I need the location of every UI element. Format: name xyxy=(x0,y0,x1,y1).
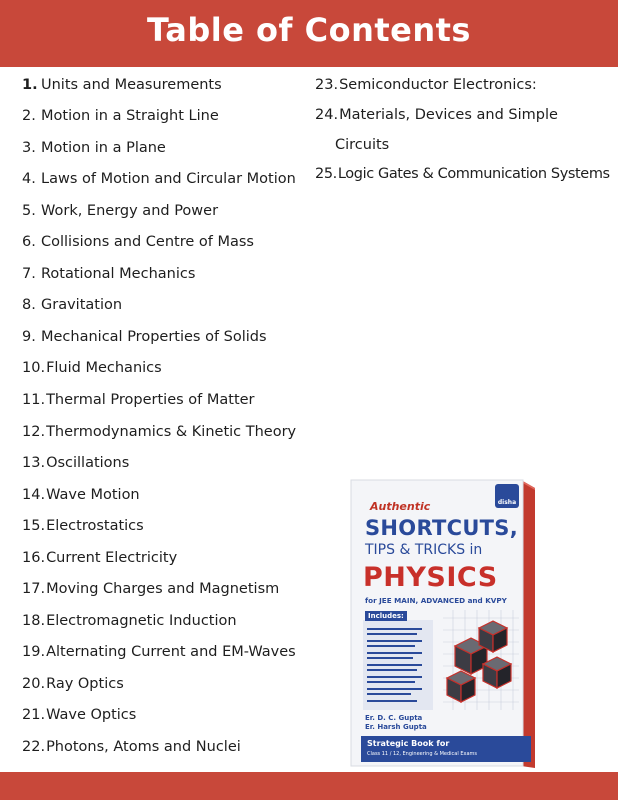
book-includes-label: Includes: xyxy=(365,611,407,621)
list-item xyxy=(22,673,124,695)
item-number: 25. xyxy=(315,166,337,182)
item-title: Mechanical Properties of Solids xyxy=(41,329,267,345)
list-item xyxy=(22,736,241,758)
item-number: 18. xyxy=(22,613,46,629)
list-item xyxy=(22,294,122,316)
book-title-tips: TIPS & TRICKS in xyxy=(365,542,483,558)
item-title: Motion in a Straight Line xyxy=(41,108,219,124)
item-number: 21. xyxy=(22,707,46,723)
item-title: Logic Gates & Communication Systems xyxy=(337,166,610,182)
item-title: Fluid Mechanics xyxy=(46,360,162,376)
item-number: 24. xyxy=(315,107,339,123)
list-item xyxy=(22,168,296,190)
item-title: Collisions and Centre of Mass xyxy=(41,234,254,250)
item-title: Wave Motion xyxy=(46,487,140,503)
item-number: 20. xyxy=(22,676,46,692)
item-number: 4. xyxy=(22,171,36,187)
list-item xyxy=(22,452,129,474)
book-author: Er. D. C. Gupta xyxy=(365,714,423,722)
book-strategic-label: Strategic Book for xyxy=(367,739,450,748)
list-item xyxy=(22,641,296,663)
item-title: Moving Charges and Magnetism xyxy=(46,581,280,597)
item-number: 23. xyxy=(315,77,339,93)
list-item xyxy=(22,704,136,726)
item-title-continued: Circuits xyxy=(335,137,390,153)
item-title: Motion in a Plane xyxy=(41,140,166,156)
book-strategic-sub: Class 11 / 12, Engineering & Medical Exams xyxy=(367,751,477,757)
item-title: Semiconductor Electronics: xyxy=(339,77,537,93)
list-item xyxy=(22,74,222,96)
item-title: Thermodynamics & Kinetic Theory xyxy=(46,424,297,440)
list-item xyxy=(315,74,537,96)
item-number: 6. xyxy=(22,234,36,250)
list-item xyxy=(315,163,610,185)
book-subtitle: for JEE MAIN, ADVANCED and KVPY xyxy=(365,596,507,605)
item-number: 17. xyxy=(22,581,46,597)
list-item xyxy=(22,421,296,443)
list-item xyxy=(22,610,237,632)
item-number: 7. xyxy=(22,266,36,282)
item-title: Work, Energy and Power xyxy=(41,203,219,219)
list-item xyxy=(22,578,279,600)
list-item xyxy=(22,547,177,569)
book-cover-image xyxy=(343,478,539,770)
item-title: Thermal Properties of Matter xyxy=(46,392,255,408)
item-number: 2. xyxy=(22,108,36,124)
list-item xyxy=(22,105,219,127)
item-title: Oscillations xyxy=(46,455,130,471)
item-title: Laws of Motion and Circular Motion xyxy=(41,171,296,187)
item-title: Current Electricity xyxy=(46,550,178,566)
item-number: 1. xyxy=(22,77,38,93)
item-title: Rotational Mechanics xyxy=(41,266,196,282)
page-title: Table of Contents xyxy=(147,10,471,49)
item-title: Materials, Devices and Simple xyxy=(339,107,558,123)
list-item xyxy=(22,263,195,285)
item-number: 15. xyxy=(22,518,46,534)
item-number: 9. xyxy=(22,329,36,345)
item-number: 5. xyxy=(22,203,36,219)
publisher-logo: disha xyxy=(495,484,519,508)
list-item xyxy=(22,389,255,411)
list-item xyxy=(22,357,162,379)
book-title-physics: PHYSICS xyxy=(363,562,498,593)
list-item xyxy=(22,231,254,253)
list-item xyxy=(22,137,166,159)
item-number: 14. xyxy=(22,487,46,503)
book-strategic-banner xyxy=(361,736,531,762)
item-number: 8. xyxy=(22,297,36,313)
book-title-shortcuts: SHORTCUTS, xyxy=(365,516,518,540)
book-title-authentic: Authentic xyxy=(370,500,431,513)
item-number: 11. xyxy=(22,392,46,408)
item-number: 3. xyxy=(22,140,36,156)
list-item xyxy=(22,200,218,222)
item-title: Wave Optics xyxy=(46,707,137,723)
item-title: Electrostatics xyxy=(46,518,144,534)
item-title: Units and Measurements xyxy=(41,77,222,93)
item-number: 16. xyxy=(22,550,46,566)
item-number: 13. xyxy=(22,455,46,471)
book-author: Er. Harsh Gupta xyxy=(365,723,427,731)
item-title: Photons, Atoms and Nuclei xyxy=(46,739,241,755)
list-item xyxy=(315,104,558,156)
item-number: 22. xyxy=(22,739,46,755)
header-banner xyxy=(0,0,618,67)
item-title: Gravitation xyxy=(41,297,123,313)
item-title: Electromagnetic Induction xyxy=(46,613,237,629)
list-item xyxy=(22,515,144,537)
item-number: 10. xyxy=(22,360,46,376)
item-title: Alternating Current and EM-Waves xyxy=(46,644,296,660)
item-number: 12. xyxy=(22,424,46,440)
item-number: 19. xyxy=(22,644,46,660)
item-title: Ray Optics xyxy=(46,676,124,692)
list-item xyxy=(22,326,267,348)
list-item xyxy=(22,484,140,506)
footer-bar xyxy=(0,772,618,800)
